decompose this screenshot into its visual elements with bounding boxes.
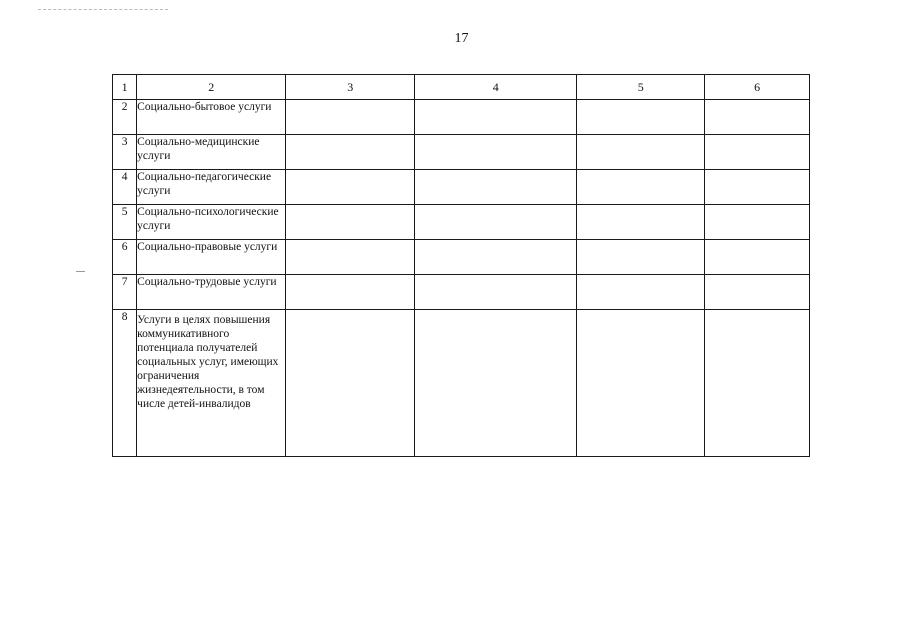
empty-cell <box>415 100 577 135</box>
row-number: 5 <box>113 205 137 240</box>
header-cell-col5: 5 <box>577 75 705 100</box>
empty-cell <box>577 135 705 170</box>
empty-cell <box>705 135 810 170</box>
service-name: Социально-правовые услуги <box>137 240 286 275</box>
empty-cell <box>286 310 415 457</box>
table-row <box>113 100 810 135</box>
header-cell-col2: 2 <box>137 75 286 100</box>
row-number: 4 <box>113 170 137 205</box>
service-name: Социально-трудовые услуги <box>137 275 286 310</box>
table-row <box>113 310 810 457</box>
empty-cell <box>705 100 810 135</box>
row-number: 2 <box>113 100 137 135</box>
page-number: 17 <box>454 31 469 46</box>
empty-cell <box>577 100 705 135</box>
empty-cell <box>415 135 577 170</box>
empty-cell <box>577 240 705 275</box>
scan-artifact-left <box>76 271 85 272</box>
table-row <box>113 205 810 240</box>
empty-cell <box>577 310 705 457</box>
row-number: 7 <box>113 275 137 310</box>
table-row <box>113 275 810 310</box>
empty-cell <box>705 310 810 457</box>
empty-cell <box>577 275 705 310</box>
header-cell-col1: 1 <box>113 75 137 100</box>
empty-cell <box>415 170 577 205</box>
table-header-row <box>113 75 810 100</box>
empty-cell <box>705 240 810 275</box>
empty-cell <box>705 170 810 205</box>
empty-cell <box>415 205 577 240</box>
empty-cell <box>705 205 810 240</box>
table-row <box>113 170 810 205</box>
empty-cell <box>286 170 415 205</box>
empty-cell <box>286 100 415 135</box>
service-name: Социально-бытовое услуги <box>137 100 286 135</box>
row-number: 3 <box>113 135 137 170</box>
table-row <box>113 135 810 170</box>
empty-cell <box>286 240 415 275</box>
table-row <box>113 240 810 275</box>
empty-cell <box>415 240 577 275</box>
service-name: Социально-медицинские услуги <box>137 135 286 170</box>
service-name: Социально-педагогические услуги <box>137 170 286 205</box>
empty-cell <box>705 275 810 310</box>
empty-cell <box>286 275 415 310</box>
empty-cell <box>286 135 415 170</box>
scan-artifact-top <box>38 9 168 10</box>
empty-cell <box>415 310 577 457</box>
empty-cell <box>577 170 705 205</box>
services-table <box>112 74 810 457</box>
header-cell-col4: 4 <box>415 75 577 100</box>
row-number: 8 <box>113 310 137 457</box>
header-cell-col3: 3 <box>286 75 415 100</box>
empty-cell <box>577 205 705 240</box>
service-name: Социально-психологические услуги <box>137 205 286 240</box>
service-name: Услуги в целях повышения коммуникативного потенциала получателей социальных услуг, имеющих ограничения жизнедеятельности, в том числе детей-инвалидов <box>137 310 286 457</box>
row-number: 6 <box>113 240 137 275</box>
header-cell-col6: 6 <box>705 75 810 100</box>
empty-cell <box>286 205 415 240</box>
empty-cell <box>415 275 577 310</box>
